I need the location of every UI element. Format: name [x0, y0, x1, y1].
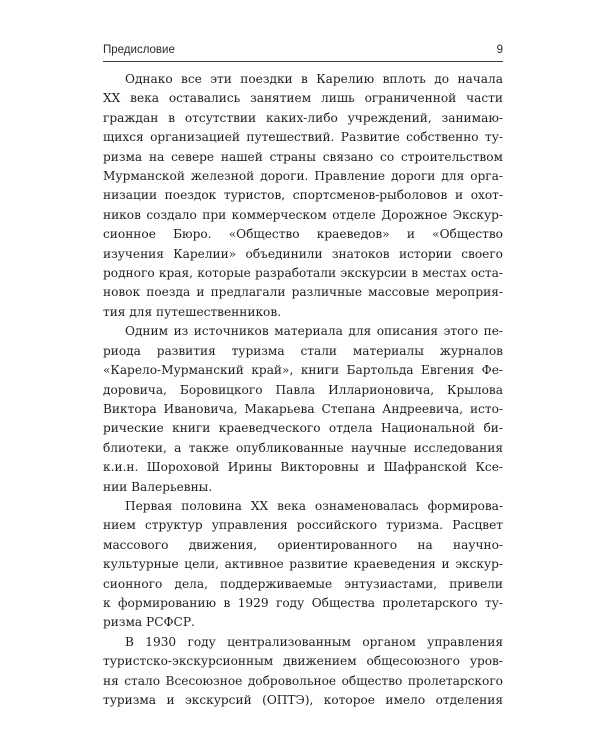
text-line: Первая половина XX века ознаменовалась формирова-: [125, 498, 503, 513]
text-line: доровича, Боровицкого Павла Илларионовича, Крылова: [103, 382, 503, 397]
text-line: к.и.н. Шороховой Ирины Викторовны и Шафранской Ксе-: [103, 460, 503, 475]
text-line: риода развития туризма стали материалы журналов: [103, 343, 503, 358]
text-line: ня стало Всесоюзное добровольное общество пролетарского: [103, 673, 503, 688]
text-line: нии Валерьевны.: [103, 479, 213, 494]
text-line: туризма и экскурсий (ОПТЭ), которое имело отделения: [103, 693, 503, 707]
text-line: XX века оставались занятием лишь ограниченной части: [103, 91, 503, 106]
text-line: «Карело-Мурманский край», книги Бартольда Евгения Фе-: [103, 363, 503, 378]
text-line: Мурманской железной дороги. Правление дороги для орга-: [103, 169, 503, 184]
paragraph: [103, 633, 503, 711]
header-rule: [103, 61, 503, 62]
text-line: родного края, которые разработали экскурсии в местах оста-: [103, 266, 503, 281]
text-line: нием структур управления российского туризма. Расцвет: [103, 518, 503, 533]
text-line: Однако все эти поездки в Карелию вплоть до начала: [125, 72, 503, 86]
body-text: [103, 70, 503, 710]
text-line: туристско-экскурсионным движением общесоюзного уров-: [103, 654, 503, 669]
text-line: сионное Бюро. «Общество краеведов» и «Общество: [103, 227, 503, 242]
text-line: новок поезда и предлагали различные массовые мероприя-: [103, 285, 503, 300]
text-line: блиотеки, а также опубликованные научные исследования: [103, 440, 503, 455]
page-number: 9: [496, 44, 503, 56]
text-line: Виктора Ивановича, Макарьева Степана Андреевича, исто-: [103, 401, 503, 416]
text-line: ризма РСФСР.: [103, 615, 195, 630]
text-line: рические книги краеведческого отдела Национальной би-: [103, 421, 503, 436]
text-line: ризма на севере нашей страны связано со строительством: [103, 149, 503, 164]
paragraph: [103, 497, 503, 633]
section-title: Предисловие: [103, 44, 175, 56]
text-line: культурные цели, активное развитие краеведения и экскур-: [103, 557, 503, 572]
text-line: массового движения, ориентированного на научно-: [103, 537, 503, 552]
text-line: щихся организацией путешествий. Развитие собственно ту-: [103, 130, 503, 145]
text-line: граждан в отсутствии каких-либо учреждений, занимаю-: [103, 110, 503, 125]
text-line: ников создало при коммерческом отделе Дорожное Экскур-: [103, 207, 503, 222]
text-line: В 1930 году централизованным органом управления: [125, 634, 503, 649]
text-line: изучения Карелии» объединили знатоков истории своего: [103, 246, 503, 261]
text-line: тия для путешественников.: [103, 304, 282, 319]
text-line: низации поездок туристов, спортсменов-рыболовов и охот-: [103, 188, 503, 203]
paragraph: [103, 70, 503, 322]
paragraph: [103, 322, 503, 497]
text-line: Одним из источников материала для описания этого пе-: [125, 324, 503, 339]
text-line: сионного дела, поддерживаемые энтузиастами, привели: [103, 576, 503, 591]
text-line: к формированию в 1929 году Общества пролетарского ту-: [103, 595, 503, 610]
